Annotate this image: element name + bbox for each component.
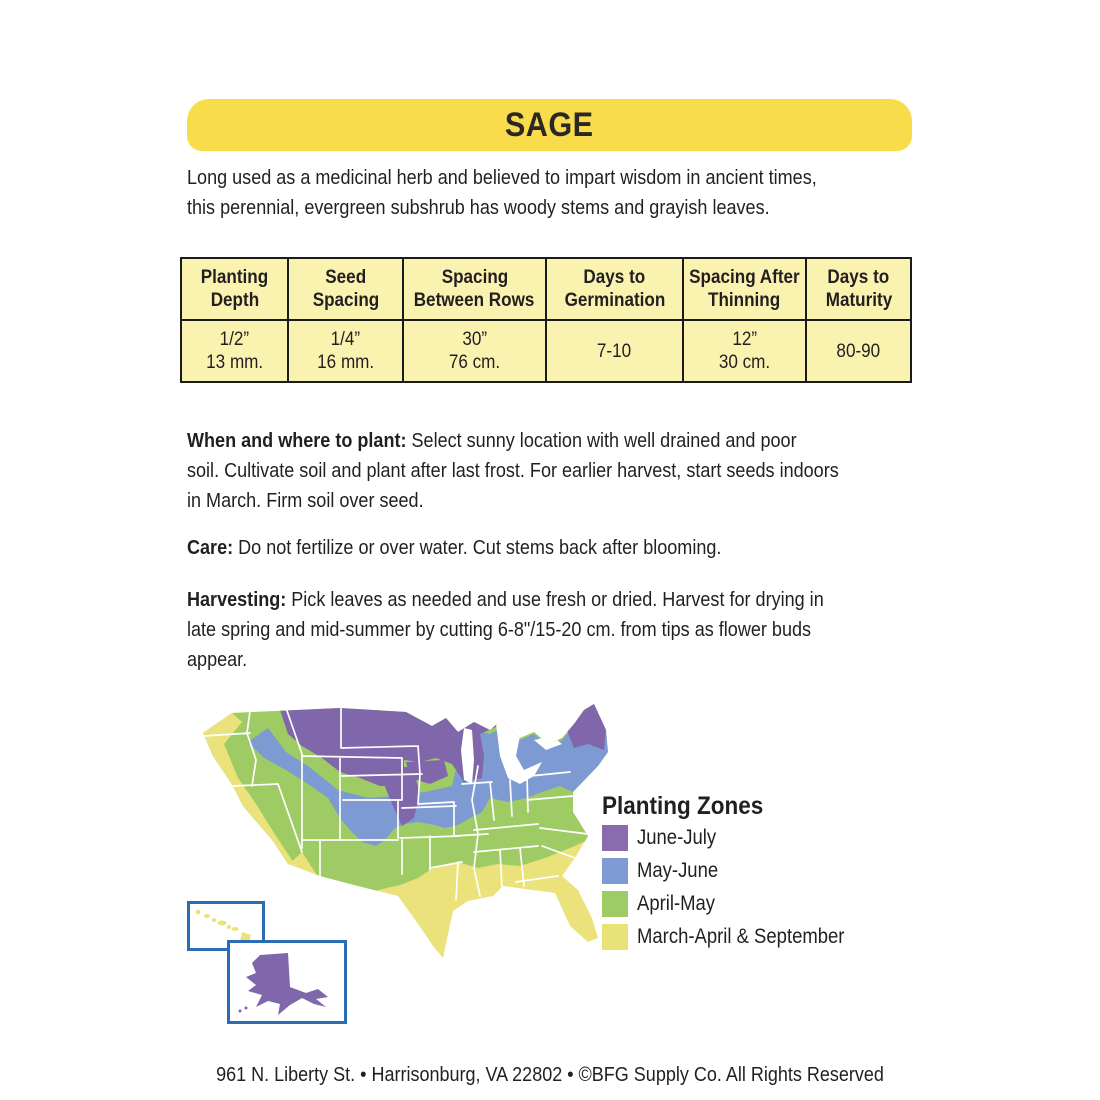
variety-title: SAGE — [505, 105, 594, 144]
section-label: Care: — [187, 536, 234, 559]
table-header-cell: Spacing After Thinning — [684, 259, 807, 319]
alaska-inset-box — [227, 940, 347, 1024]
table-cell: 80-90 — [836, 340, 881, 362]
publisher-address: 961 N. Liberty St. • Harrisonburg, VA 22802 • ©BFG Supply Co. All Rights Reserved — [216, 1064, 884, 1086]
legend-swatch-april-may — [602, 891, 628, 917]
alaska-map — [230, 943, 344, 1021]
table-header-cell: Planting Depth — [182, 259, 289, 319]
section-label: When and where to plant: — [187, 429, 407, 452]
table-header-cell: Seed Spacing — [289, 259, 404, 319]
table-cell: 7-10 — [547, 321, 684, 381]
legend-item: March-April & September — [602, 920, 873, 953]
planting-zones-legend — [602, 791, 873, 953]
table-value-row — [182, 321, 910, 381]
alaska-shape — [246, 953, 328, 1015]
table-header-row — [182, 259, 910, 321]
section-label: Harvesting: — [187, 588, 287, 611]
legend-title: Planting Zones — [602, 792, 764, 820]
variety-banner — [187, 99, 912, 151]
table-cell: 1/4” 16 mm. — [289, 321, 404, 381]
legend-item: May-June — [602, 854, 873, 887]
table-cell: 30” 76 cm. — [404, 321, 547, 381]
legend-swatch-march-april-september — [602, 924, 628, 950]
table-header-cell: Spacing Between Rows — [404, 259, 547, 319]
description — [187, 163, 903, 223]
planting-info-table — [180, 257, 912, 383]
section-care: Care: Do not fertilize or over water. Cut stems back after blooming. — [187, 536, 722, 559]
legend-item: April-May — [602, 887, 873, 920]
legend-item: June-July — [602, 821, 873, 854]
table-cell: 12” 30 cm. — [684, 321, 807, 381]
section-when-where: When and where to plant: Select sunny location with well drained and poor soil. Cultivate soil and plant after last frost. For earlier harvest, start seeds indoors in March. Firm soil over seed. — [187, 429, 839, 512]
description-line: Long used as a medicinal herb and believed to impart wisdom in ancient times, — [187, 166, 817, 189]
table-header-cell: Days to Maturity — [825, 267, 892, 311]
description-line: this perennial, evergreen subshrub has woody stems and grayish leaves. — [187, 196, 770, 219]
legend-swatch-may-june — [602, 858, 628, 884]
table-header-cell: Days to Germination — [547, 259, 684, 319]
section-harvesting: Harvesting: Pick leaves as needed and use fresh or dried. Harvest for drying in late spring and mid-summer by cutting 6-8"/15-20 cm. from tips as flower buds appear. — [187, 588, 824, 671]
legend-swatch-june-july — [602, 825, 628, 851]
table-cell: 1/2” 13 mm. — [182, 321, 289, 381]
zone-purple-new-england — [566, 702, 606, 750]
